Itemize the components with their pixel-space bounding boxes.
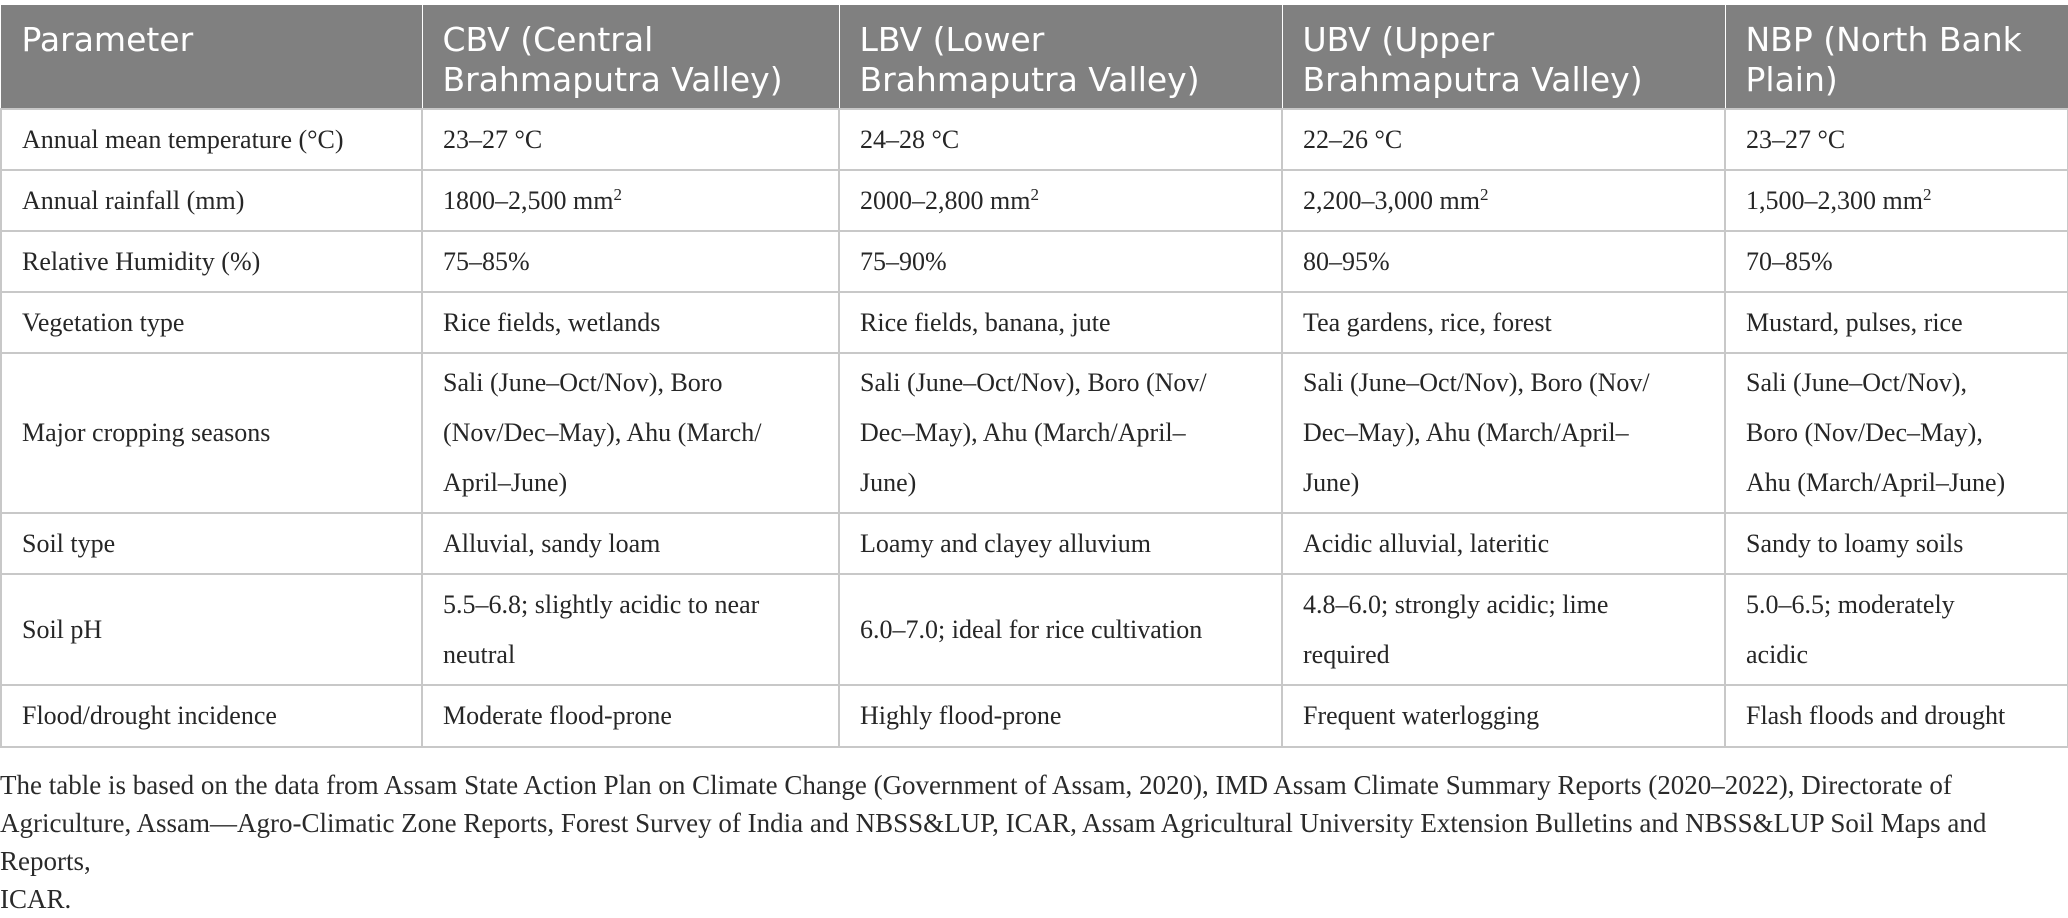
text-line: Mustard, pulses, rice — [1746, 307, 1963, 337]
table-row — [1, 353, 2068, 513]
text-line: 70–85% — [1746, 246, 1833, 276]
table-header-row — [1, 5, 2068, 109]
text-line: Frequent waterlogging — [1303, 701, 1540, 730]
text-line: 4.8–6.0; strongly acidic; lime — [1303, 589, 1609, 619]
text-line: Agriculture, Assam—Agro-Climatic Zone Reports, Forest Survey of India and NBSS&LUP, ICAR, Assam Agricultural University Extension Bulletins and NBSS&LUP Soil Maps and Reports, — [0, 808, 1987, 876]
cell-cbv — [422, 170, 839, 231]
header-nbp — [1725, 5, 2068, 109]
cell-nbp — [1725, 513, 2068, 574]
table-container — [0, 5, 2068, 748]
unit-superscript: 2 — [1030, 184, 1039, 204]
row-label-vegetation: Vegetation type — [1, 292, 422, 353]
cell-ubv — [1282, 109, 1725, 170]
text-line: June) — [860, 468, 917, 497]
text-line: Loamy and clayey alluvium — [860, 528, 1151, 558]
row-label-rainfall: Annual rainfall (mm) — [1, 170, 422, 231]
cell-cbv — [422, 513, 839, 574]
table-footnote — [0, 766, 2060, 918]
table-row — [1, 170, 2068, 231]
text-line: 24–28 °C — [860, 124, 960, 154]
agro-climatic-zone-table — [0, 5, 2068, 748]
text-line: Boro (Nov/Dec–May), — [1746, 418, 1983, 447]
cell-lbv — [839, 231, 1282, 292]
text-line: (Nov/Dec–May), Ahu (March/ — [443, 418, 762, 447]
text-line: LBV (Lower — [859, 20, 1045, 59]
text-line: Highly flood-prone — [860, 701, 1062, 730]
text-line: Ahu (March/April–June) — [1746, 468, 2006, 497]
text-line: Sali (June–Oct/Nov), Boro (Nov/ — [1303, 368, 1650, 397]
header-cbv — [422, 5, 839, 109]
text-line: The table is based on the data from Assam State Action Plan on Climate Change (Government of Assam, 2020), IMD Assam Climate Summary Reports (2020–2022), Directorate of — [0, 770, 1952, 800]
cell-lbv — [839, 109, 1282, 170]
cell-ubv — [1282, 513, 1725, 574]
cell-lbv — [839, 292, 1282, 353]
text-line: 80–95% — [1303, 246, 1390, 276]
text-line: June) — [1303, 468, 1360, 497]
text-line: Sali (June–Oct/Nov), Boro (Nov/ — [860, 368, 1207, 397]
text-line: 23–27 °C — [1746, 124, 1846, 154]
text-line: Flash floods and drought — [1746, 701, 2006, 730]
row-label-flood-drought: Flood/drought incidence — [1, 685, 422, 747]
text-line: Sali (June–Oct/Nov), — [1746, 368, 1967, 397]
cell-ubv — [1282, 170, 1725, 231]
cell-lbv — [839, 685, 1282, 747]
cell-ubv — [1282, 292, 1725, 353]
text-line: Dec–May), Ahu (March/April– — [860, 418, 1186, 447]
cell-cbv — [422, 231, 839, 292]
text-line: neutral — [443, 639, 516, 669]
cell-lbv — [839, 574, 1282, 685]
cell-nbp — [1725, 353, 2068, 513]
header-ubv — [1282, 5, 1725, 109]
text-line: required — [1303, 639, 1390, 669]
cell-lbv — [839, 170, 1282, 231]
text-line: NBP (North Bank — [1745, 20, 2022, 59]
text-line: 5.5–6.8; slightly acidic to near — [443, 589, 760, 619]
unit-superscript: 2 — [1922, 184, 1932, 204]
row-label-humidity: Relative Humidity (%) — [1, 231, 422, 292]
header-parameter — [1, 5, 422, 109]
table-row — [1, 574, 2068, 685]
text-line: Brahmaputra Valley) — [442, 60, 783, 99]
text-line: Parameter — [21, 20, 194, 59]
table-row — [1, 292, 2068, 353]
text-line: Alluvial, sandy loam — [443, 528, 661, 558]
cell-ubv — [1282, 353, 1725, 513]
text-line: UBV (Upper — [1302, 20, 1495, 59]
cell-ubv — [1282, 231, 1725, 292]
cell-nbp — [1725, 170, 2068, 231]
unit-superscript: 2 — [1479, 184, 1489, 204]
cell-ubv — [1282, 685, 1725, 747]
table-row — [1, 513, 2068, 574]
cell-lbv — [839, 353, 1282, 513]
text-line: Brahmaputra Valley) — [1302, 60, 1643, 99]
table-row — [1, 231, 2068, 292]
cell-nbp — [1725, 231, 2068, 292]
text-line: CBV (Central — [442, 20, 654, 59]
text-line: 23–27 °C — [443, 124, 543, 154]
cell-cbv — [422, 685, 839, 747]
cell-cbv — [422, 353, 839, 513]
text-line: 22–26 °C — [1303, 124, 1403, 154]
text-line: Sandy to loamy soils — [1746, 528, 1964, 558]
cell-cbv — [422, 109, 839, 170]
cell-nbp — [1725, 685, 2068, 747]
row-label-soil-ph: Soil pH — [1, 574, 422, 685]
cell-ubv — [1282, 574, 1725, 685]
row-label-cropping-seasons: Major cropping seasons — [1, 353, 422, 513]
table-row — [1, 109, 2068, 170]
text-line: April–June) — [443, 468, 568, 497]
text-line: 5.0–6.5; moderately — [1746, 589, 1955, 619]
text-line: Brahmaputra Valley) — [859, 60, 1200, 99]
row-label-soil-type: Soil type — [1, 513, 422, 574]
text-line: 6.0–7.0; ideal for rice cultivation — [860, 614, 1203, 644]
text-line: ICAR. — [0, 884, 72, 914]
text-line: 75–85% — [443, 246, 530, 276]
cell-text: 2000–2,800 mm — [860, 185, 1031, 215]
cell-nbp — [1725, 574, 2068, 685]
text-line: acidic — [1746, 639, 1809, 669]
cell-text: 1800–2,500 mm — [443, 185, 614, 215]
header-lbv — [839, 5, 1282, 109]
text-line: Plain) — [1745, 60, 1838, 99]
cell-lbv — [839, 513, 1282, 574]
unit-superscript: 2 — [613, 184, 622, 204]
text-line: Rice fields, banana, jute — [860, 307, 1111, 337]
text-line: Sali (June–Oct/Nov), Boro — [443, 368, 723, 397]
cell-cbv — [422, 574, 839, 685]
table-row — [1, 685, 2068, 747]
text-line: 75–90% — [860, 246, 947, 276]
text-line: Rice fields, wetlands — [443, 307, 661, 337]
row-label-temperature: Annual mean temperature (°C) — [1, 109, 422, 170]
cell-nbp — [1725, 109, 2068, 170]
text-line: Moderate flood-prone — [443, 701, 672, 730]
cell-nbp — [1725, 292, 2068, 353]
cell-cbv — [422, 292, 839, 353]
cell-text: 2,200–3,000 mm — [1303, 185, 1480, 215]
text-line: Dec–May), Ahu (March/April– — [1303, 418, 1629, 447]
text-line: Acidic alluvial, lateritic — [1303, 528, 1550, 558]
text-line: Tea gardens, rice, forest — [1303, 307, 1552, 337]
cell-text: 1,500–2,300 mm — [1746, 185, 1923, 215]
